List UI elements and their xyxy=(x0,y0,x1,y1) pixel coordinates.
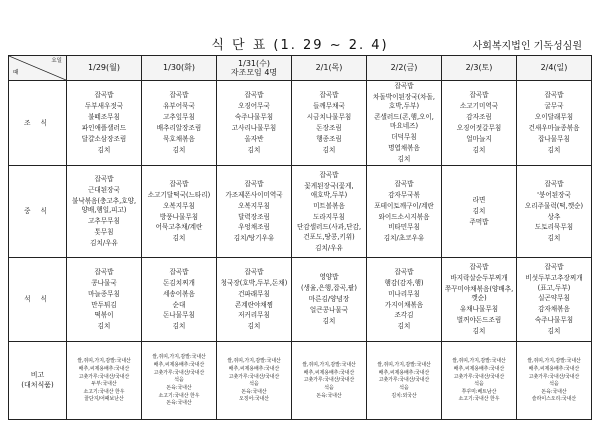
menu-item: 감자조림 xyxy=(466,113,492,122)
menu-item: '붕어된장국 xyxy=(537,190,571,199)
origin-note: 쌀,쥐띠,가지,감발:국내산 xyxy=(452,358,506,365)
menu-cell-lunch xyxy=(517,166,592,258)
menu-cell-breakfast xyxy=(217,81,292,166)
origin-note: 소고기:국내산 한우 xyxy=(458,396,500,403)
menu-item-list xyxy=(144,180,214,244)
menu-cell-notes xyxy=(217,342,292,420)
notes-row xyxy=(9,342,592,420)
origin-note: 고춧가루:국내산/국내산 xyxy=(78,373,130,380)
menu-item-list xyxy=(444,91,514,155)
origin-note: 고춧가루:국내산/국내산 xyxy=(303,377,355,384)
menu-item: 청국장(호박,두부,돈채) xyxy=(220,278,288,287)
menu-item: 오복지무침 xyxy=(238,201,270,210)
corner-meal-label: 때 xyxy=(13,70,19,77)
menu-cell-breakfast xyxy=(442,81,517,166)
menu-item: 유부어묵국 xyxy=(163,102,195,111)
menu-item: 잡곡밥 xyxy=(169,180,189,189)
menu-cell-notes xyxy=(142,342,217,420)
menu-item-list xyxy=(519,180,589,244)
menu-item: 잡곡밥 xyxy=(94,175,114,184)
menu-item: 김치 xyxy=(472,207,486,216)
menu-cell-breakfast xyxy=(517,81,592,166)
day-date: 2/4(일) xyxy=(540,63,568,73)
menu-cell-breakfast xyxy=(142,81,217,166)
menu-item: 벌꺼야돈드조림 xyxy=(456,316,502,325)
breakfast-row xyxy=(9,81,592,166)
menu-cell-lunch xyxy=(67,166,142,258)
origin-note: 쌀,쥐띠,가지,감발:국내산 xyxy=(377,362,431,369)
origin-note: 쌀,쥐띠,가지,감발:국내산 xyxy=(152,354,206,361)
origin-note: 쌀,쥐띠,가지,감발:국내산 xyxy=(227,358,281,365)
menu-cell-lunch xyxy=(142,166,217,258)
menu-item-list xyxy=(69,358,139,403)
menu-cell-lunch xyxy=(217,166,292,258)
origin-note: 소고기:국내산 한우 xyxy=(158,392,200,399)
origin-note: 돈육:국내산 xyxy=(241,388,267,395)
menu-cell-dinner xyxy=(367,258,442,342)
meal-label-lunch: 중 식 xyxy=(9,166,67,258)
menu-item: 어묵고추채/계란 xyxy=(155,223,203,232)
page-title: 식 단 표 (1. 29 ~ 2. 4) xyxy=(211,38,389,53)
menu-item: 실곤약무침 xyxy=(538,294,570,303)
menu-item-list xyxy=(294,171,364,253)
menu-item-list xyxy=(69,268,139,332)
menu-item: 쭈꾸미야채볶음(양배추,깻순) xyxy=(444,285,514,303)
day-header xyxy=(67,56,142,81)
menu-item-list xyxy=(444,263,514,336)
menu-item: 도라지무침 xyxy=(313,212,345,221)
menu-item: 오리주물럭(떡,깻순) xyxy=(524,201,584,210)
origin-note: 쌀,쥐띠,가지,감발:국내산 xyxy=(302,362,356,369)
header-row xyxy=(9,56,592,81)
menu-item-list xyxy=(369,362,439,400)
origin-note: 배추,씨제용배추:국내산 xyxy=(228,365,280,372)
menu-item: 잡곡밥 xyxy=(319,170,339,179)
menu-cell-breakfast xyxy=(67,81,142,166)
menu-item: 달력장조림 xyxy=(238,212,270,221)
origin-note: 김치:외국산 xyxy=(391,392,417,399)
menu-item-list xyxy=(144,91,214,155)
menu-item: 잡곡밥 xyxy=(469,263,489,272)
menu-item-list xyxy=(219,91,289,155)
menu-item-list xyxy=(444,358,514,403)
menu-cell-notes xyxy=(367,342,442,420)
origin-note: 고춧가루:국내산/국내산 xyxy=(228,373,280,380)
origin-note: 고춧가루:국내산/국내산 xyxy=(153,369,205,376)
origin-note: 석음 xyxy=(474,381,484,388)
origin-note: 돈육:국내산 xyxy=(541,388,567,395)
menu-item: 달걀소삼장조림 xyxy=(81,134,127,143)
day-date: 1/31(수) xyxy=(238,58,270,68)
day-header xyxy=(517,56,592,81)
menu-item: 오징어무국 xyxy=(238,102,270,111)
menu-item-list xyxy=(69,175,139,248)
menu-item-list xyxy=(144,354,214,407)
menu-item: 김치 xyxy=(322,145,336,154)
menu-item: 올자반 xyxy=(244,134,264,143)
menu-item: 저커리무침 xyxy=(238,311,270,320)
menu-item-list xyxy=(519,358,589,403)
dinner-row xyxy=(9,258,592,342)
day-header xyxy=(292,56,367,81)
menu-item: 김치 xyxy=(547,327,561,336)
menu-item: 건새우마늘종볶음 xyxy=(528,123,580,132)
menu-item: 김치 xyxy=(172,234,186,243)
menu-item-list xyxy=(219,358,289,403)
menu-item: 행종조림 xyxy=(316,134,342,143)
menu-cell-breakfast xyxy=(367,81,442,166)
menu-item: 햄감(감자,햄) xyxy=(384,278,424,287)
menu-item-list xyxy=(294,362,364,400)
menu-item: 잡곡밥 xyxy=(244,91,264,100)
menu-item: 김치 xyxy=(97,145,111,154)
menu-item: 주먹밥 xyxy=(469,218,489,227)
day-date: 2/2(금) xyxy=(390,63,418,73)
day-date: 1/30(화) xyxy=(163,63,195,73)
corner-day-label: 요일 xyxy=(51,58,62,64)
menu-item: 톳무침 xyxy=(94,228,114,237)
menu-item: 오복지무침 xyxy=(163,201,195,210)
menu-item-list xyxy=(369,82,439,164)
menu-item: 김치 xyxy=(172,322,186,331)
menu-item: 굴무국 xyxy=(544,102,564,111)
menu-item: 배추리알장조림 xyxy=(156,123,202,132)
menu-item: 불낙볶음(충고추,호양,양배,햄일,피고) xyxy=(71,197,137,215)
weekly-menu-table xyxy=(8,55,592,420)
menu-item-list xyxy=(519,263,589,336)
menu-item-list xyxy=(294,273,364,326)
menu-cell-breakfast xyxy=(292,81,367,166)
day-date: 2/3(토) xyxy=(465,63,493,73)
origin-note: 오징어:국내산 xyxy=(239,396,269,403)
origin-note: 배추,씨제용배추:국내산 xyxy=(78,365,130,372)
menu-item: 콩나물국 xyxy=(91,278,117,287)
menu-item: 건파래무침 xyxy=(238,289,270,298)
menu-item: 잡곡밥 xyxy=(94,268,114,277)
menu-item-list xyxy=(294,91,364,155)
day-date: 1/29(월) xyxy=(88,63,120,73)
menu-item: 우엉채조림 xyxy=(238,223,270,232)
menu-item-list xyxy=(144,268,214,332)
origin-note: 두부:국내산 xyxy=(91,381,117,388)
menu-item: 시금치나물무침 xyxy=(306,113,352,122)
menu-item: 묵호채볶음 xyxy=(163,134,195,143)
menu-item: 잡곡밥 xyxy=(544,263,564,272)
corner-cell xyxy=(9,56,67,81)
menu-item-list xyxy=(219,268,289,332)
menu-item: 잡곡밥 xyxy=(544,91,564,100)
menu-item: 도토리묵무침 xyxy=(534,223,574,232)
menu-item: 떡볶이 xyxy=(94,311,114,320)
menu-item: 소고기미역국 xyxy=(459,102,499,111)
origin-note: 석음 xyxy=(549,381,559,388)
menu-item: 김치/우유 xyxy=(90,239,118,248)
menu-item: 근대된장국 xyxy=(88,186,120,195)
menu-item: 감자채볶음 xyxy=(538,305,570,314)
menu-item: 김치 xyxy=(472,145,486,154)
menu-item: 잡곡밥 xyxy=(394,180,414,189)
origin-note: 석음 xyxy=(399,384,409,391)
menu-item: 돈나물무침 xyxy=(163,311,195,320)
menu-item: 김치 xyxy=(547,234,561,243)
menu-item: 더덕무침 xyxy=(391,133,417,142)
menu-item: 단감샐러드(사과,단감,건포도,땅콩,키위) xyxy=(296,223,362,241)
menu-item: 차돌박이된장국(차돌,호박,두부) xyxy=(373,92,435,111)
menu-cell-dinner xyxy=(442,258,517,342)
menu-item: 유채나물무침 xyxy=(459,305,499,314)
menu-item: 들깨무채국 xyxy=(313,102,345,111)
day-header xyxy=(142,56,217,81)
menu-item: 순대 xyxy=(172,300,186,309)
origin-note: 쌀,쥐띠,가지,감발:국내산 xyxy=(77,358,131,365)
menu-item: 미트볼볶음 xyxy=(313,201,345,210)
menu-item: 김치 xyxy=(247,322,261,331)
origin-note: 배추,씨제용배추:국내산 xyxy=(153,362,205,369)
origin-note: 고춧가루:국내산/국내산 xyxy=(378,377,430,384)
menu-item: 얼큰콩나물국 xyxy=(309,306,349,315)
menu-item: 파인애플샐러드 xyxy=(81,123,127,132)
menu-item: 잡곡밥 xyxy=(544,180,564,189)
menu-item: 잡곡밥 xyxy=(394,82,414,90)
day-header xyxy=(442,56,517,81)
menu-item-list xyxy=(519,91,589,155)
day-header xyxy=(217,56,292,81)
menu-item-list xyxy=(219,180,289,244)
origin-note: 돈육:국내산 xyxy=(166,384,192,391)
menu-item-list xyxy=(69,91,139,155)
origin-note: 꿀단지/어패보난산 xyxy=(84,396,124,403)
menu-item: 잡곡밥 xyxy=(244,268,264,277)
menu-item: 감자무국볶 xyxy=(388,190,420,199)
menu-item: 가지이채볶음 xyxy=(384,300,424,309)
menu-item: 김치 xyxy=(322,316,336,325)
origin-note: 배추,씨제용배추:국내산 xyxy=(528,365,580,372)
menu-item: 만두튀김 xyxy=(91,300,117,309)
menu-item: 상추 xyxy=(547,212,561,221)
menu-item: 잡곡밥 xyxy=(169,268,189,277)
menu-item: 김치/초코우유 xyxy=(383,234,425,243)
origin-note: 배추,씨제용배추:국내산 xyxy=(303,369,355,376)
menu-cell-lunch xyxy=(367,166,442,258)
menu-item: 김치 xyxy=(397,322,411,331)
menu-item: 방풍나물무침 xyxy=(159,212,199,221)
origin-note: 돈육:국내산 xyxy=(166,400,192,407)
menu-item: 돈김치찌개 xyxy=(163,278,195,287)
menu-item: 세송이볶음 xyxy=(163,289,195,298)
origin-note: 석음 xyxy=(174,377,184,384)
menu-item: 불떼조무침 xyxy=(88,113,120,122)
menu-item: 숙주나물무침 xyxy=(534,316,574,325)
menu-item: 마른김/양념장 xyxy=(308,295,350,304)
menu-item: 잡곡밥 xyxy=(394,268,414,277)
menu-item: 얼마늘지 xyxy=(466,134,492,143)
menu-item: 잡곡밥 xyxy=(244,180,264,189)
menu-item: 영양밥 xyxy=(319,273,339,282)
menu-item: 돈장조림 xyxy=(316,123,342,132)
menu-item-list xyxy=(369,268,439,332)
day-note: 자조모임 4명 xyxy=(230,68,278,78)
notes-label-line1: 비고 xyxy=(30,371,45,380)
menu-cell-lunch xyxy=(292,166,367,258)
menu-cell-notes xyxy=(442,342,517,420)
meal-label-dinner: 석 식 xyxy=(9,258,67,342)
menu-cell-dinner xyxy=(67,258,142,342)
menu-item: 비타민무침 xyxy=(388,223,420,232)
lunch-row xyxy=(9,166,592,258)
origin-note: 배추,씨제용배추:국내산 xyxy=(378,369,430,376)
menu-item: 비섯두부고추장찌개(표고,두부) xyxy=(525,274,583,292)
menu-cell-dinner xyxy=(217,258,292,342)
menu-item: 숙주나물무침 xyxy=(234,113,274,122)
menu-item: 고추무무침 xyxy=(88,217,120,226)
menu-item: 김치 xyxy=(547,145,561,154)
menu-item: 오징어젓갈무침 xyxy=(456,123,502,132)
menu-item-list xyxy=(444,196,514,227)
menu-item: 미나리무침 xyxy=(388,289,420,298)
menu-item: 잡곡밥 xyxy=(94,91,114,100)
menu-cell-lunch xyxy=(442,166,517,258)
menu-item: 잡나물무침 xyxy=(538,134,570,143)
notes-label-line2: (대처식품) xyxy=(21,380,54,389)
menu-cell-notes xyxy=(517,342,592,420)
menu-item: 조각김 xyxy=(394,311,414,320)
origin-note: 돈육:국내산 xyxy=(316,392,342,399)
menu-item: 김치 xyxy=(172,145,186,154)
menu-item-list xyxy=(369,180,439,244)
origin-note: 석음 xyxy=(324,384,334,391)
menu-item: 고추잎무침 xyxy=(163,113,195,122)
menu-cell-dinner xyxy=(292,258,367,342)
menu-item: 라면 xyxy=(472,196,486,205)
origin-note: 배추,씨제용배추:국내산 xyxy=(453,365,505,372)
menu-item: 잡곡밥 xyxy=(469,91,489,100)
origin-note: 고춧가루:국내산/국내산 xyxy=(528,373,580,380)
menu-item: 콘샐러드(콘,햄,오이,마요네즈) xyxy=(374,113,434,131)
menu-item: 잡곡밥 xyxy=(319,91,339,100)
menu-item: 김치 xyxy=(472,327,486,336)
day-date: 2/1(목) xyxy=(315,63,343,73)
menu-item: 포테이토깨구이/계란 xyxy=(374,201,434,210)
menu-item: 콘계란야채찜 xyxy=(234,300,274,309)
menu-item: 고사리나물무침 xyxy=(231,123,277,132)
origin-note: 석음 xyxy=(249,381,259,388)
menu-item: 김치/탕기우유 xyxy=(233,234,275,243)
origin-note: 슬라이스오리:국내산 xyxy=(531,396,577,403)
organization-name: 사회복지법인 기독성심원 xyxy=(472,41,582,52)
menu-item: 잡곡밥 xyxy=(169,91,189,100)
menu-item: 김치 xyxy=(97,322,111,331)
menu-cell-notes xyxy=(292,342,367,420)
menu-item: 김치/우유 xyxy=(315,243,343,252)
menu-item: 김치 xyxy=(397,155,411,164)
origin-note: 쭈꾸미:베트남산 xyxy=(461,388,497,395)
menu-item: 꽃게된장국(꽃게,애호박,두부) xyxy=(304,181,354,199)
menu-item: 소고기달떡국(느타리) xyxy=(147,190,211,199)
origin-note: 쌀,쥐띠,가지,감발:국내산 xyxy=(527,358,581,365)
menu-item: 바지락살순두부찌개 xyxy=(450,274,508,283)
menu-item: 와이드소시지볶음 xyxy=(378,212,430,221)
menu-item: 두부새우젓국 xyxy=(84,102,124,111)
menu-item: 명엽채볶음 xyxy=(388,144,420,153)
day-header xyxy=(367,56,442,81)
meal-label-breakfast: 조 식 xyxy=(9,81,67,166)
origin-note: 고춧가루:국내산/국내산 xyxy=(453,373,505,380)
meal-label-notes xyxy=(9,342,67,420)
menu-item: (생율,은행,잡곡,팥) xyxy=(300,284,358,293)
menu-cell-notes xyxy=(67,342,142,420)
menu-item: 마늘종무침 xyxy=(88,289,120,298)
menu-cell-dinner xyxy=(517,258,592,342)
menu-item: 가조제폰사이미역국 xyxy=(225,190,283,199)
menu-item: 오이달래무침 xyxy=(534,113,574,122)
menu-item: 김치 xyxy=(247,145,261,154)
origin-note: 소고기:국내산 한우 xyxy=(83,388,125,395)
menu-cell-dinner xyxy=(142,258,217,342)
